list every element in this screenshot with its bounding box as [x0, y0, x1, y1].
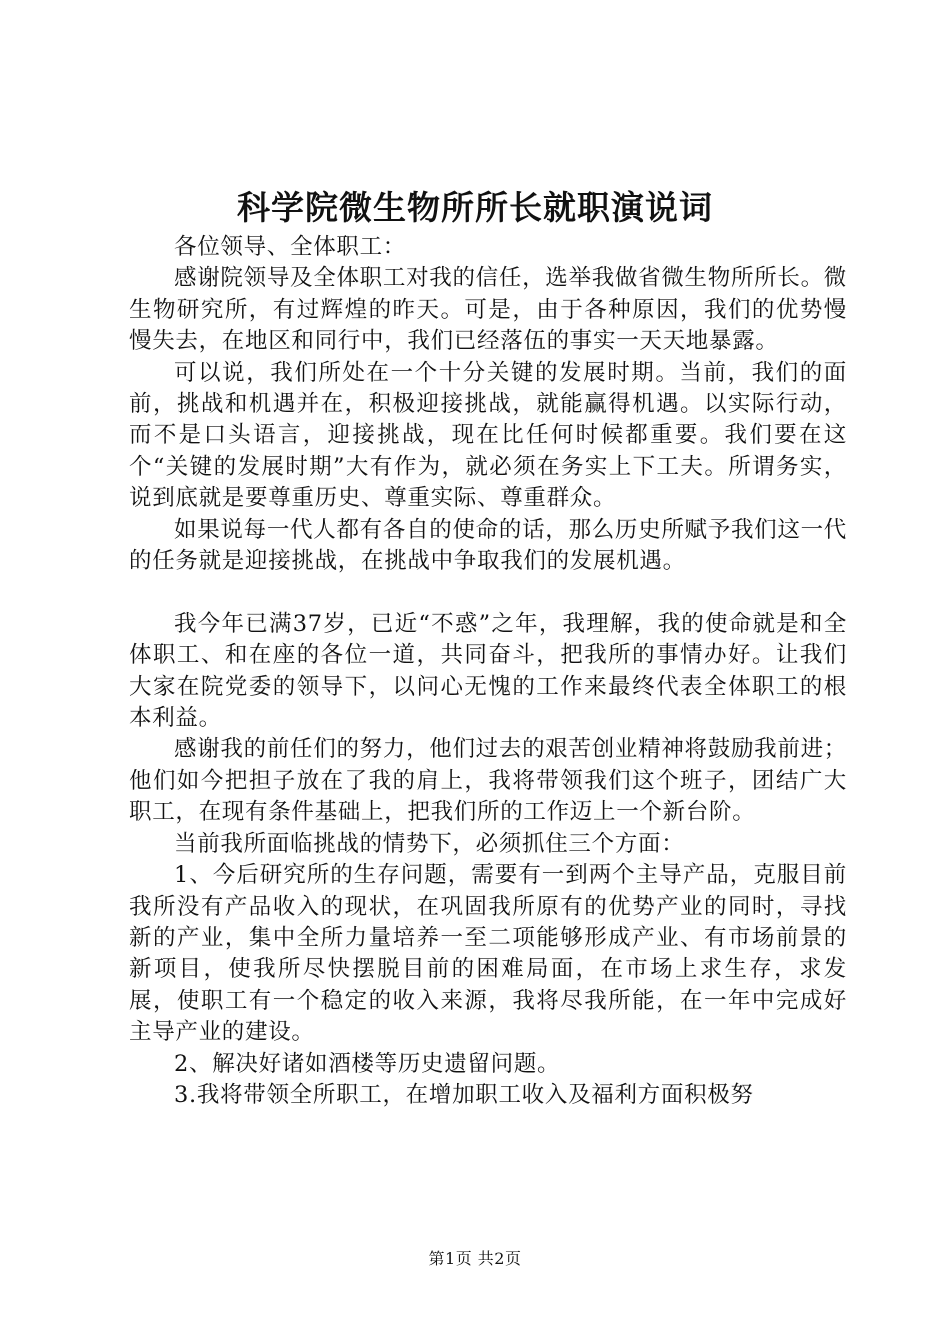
paragraph: 感谢院领导及全体职工对我的信任，选举我做省微生物所所长。微生物研究所，有过辉煌的昨天。可是，由于各种原因，我们的优势慢慢失去，在地区和同行中，我们已经落伍的事实一天天地暴露。 — [129, 265, 847, 355]
list-item: 2、解决好诸如酒楼等历史遗留问题。 — [174, 1050, 561, 1077]
document-title: 科学院微生物所所长就职演说词 — [237, 188, 713, 227]
paragraph: 如果说每一代人都有各自的使命的话，那么历史所赋予我们这一代的任务就是迎接挑战，在挑战中争取我们的发展机遇。 — [129, 516, 847, 575]
salutation: 各位领导、全体职工： — [174, 234, 407, 260]
page-footer: 第1页 共2页 — [428, 1249, 522, 1268]
paragraph: 我今年已满37岁，已近“不惑”之年，我理解，我的使命就是和全体职工、和在座的各位一道，共同奋斗，把我所的事情办好。让我们大家在院党委的领导下，以问心无愧的工作来最终代表全体职工的根本利益。 — [129, 610, 847, 732]
list-item: 1、今后研究所的生存问题，需要有一到两个主导产品，克服目前我所没有产品收入的现状，在巩固我所原有的优势产业的同时，寻找新的产业，集中全所力量培养一至二项能够形成产业、有市场前景的新项目，使我所尽快摆脱目前的困难局面，在市场上求生存，求发展，使职工有一个稳定的收入来源，我将尽我所能，在一年中完成好主导产业的建设。 — [129, 862, 847, 1046]
paragraph: 当前我所面临挑战的情势下，必须抓住三个方面： — [174, 830, 685, 857]
paragraph: 可以说，我们所处在一个十分关键的发展时期。当前，我们的面前，挑战和机遇并在，积极迎接挑战，就能赢得机遇。以实际行动，而不是口头语言，迎接挑战，现在比任何时候都重要。我们要在这个“关键的发展时期”大有作为，就必须在务实上下工夫。所谓务实，说到底就是要尊重历史、尊重实际、尊重群众。 — [129, 359, 847, 512]
paragraph: 感谢我的前任们的努力，他们过去的艰苦创业精神将鼓励我前进；他们如今把担子放在了我的肩上，我将带领我们这个班子，团结广大职工，在现有条件基础上，把我们所的工作迈上一个新台阶。 — [129, 736, 847, 826]
list-item: 3.我将带领全所职工，在增加职工收入及福利方面积极努 — [174, 1081, 754, 1108]
document-body — [129, 232, 847, 1111]
